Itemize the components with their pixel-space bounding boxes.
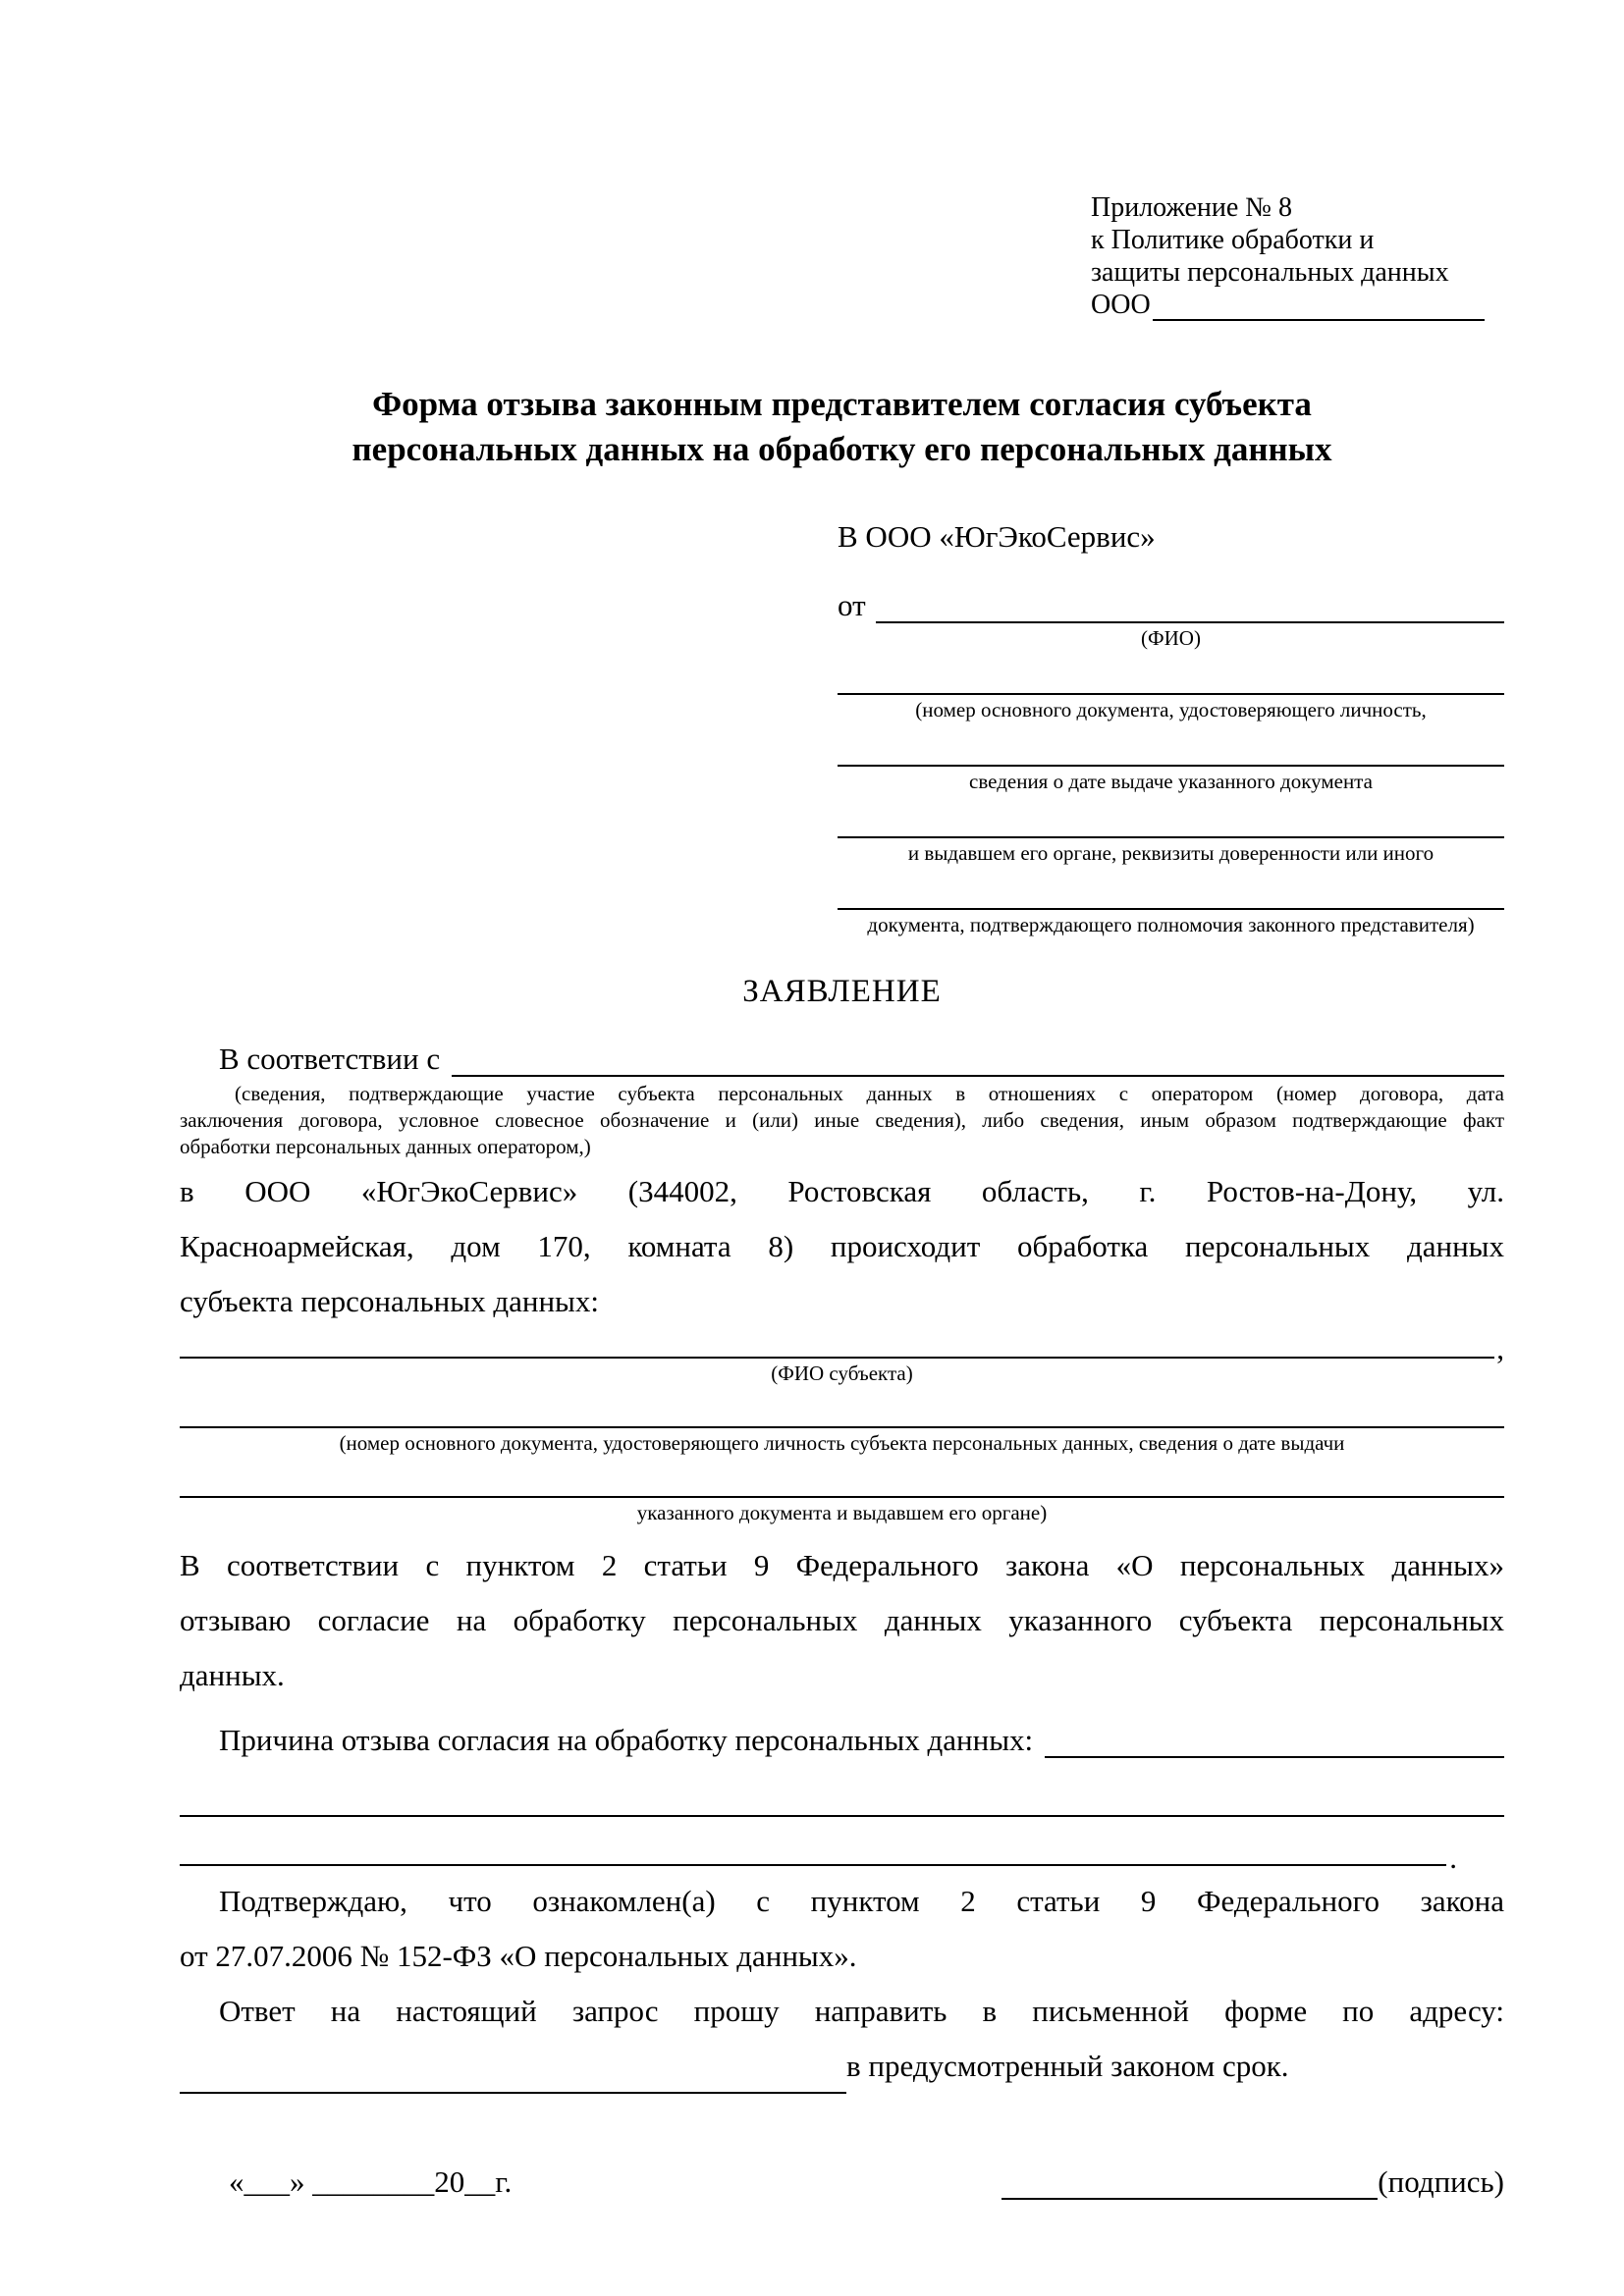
ooo-label: ООО	[1091, 290, 1151, 320]
addressee-from-row	[838, 582, 1504, 623]
reason-end-row	[180, 1817, 1504, 1875]
intro-label: В соответствии с	[219, 1041, 441, 1076]
caption-fio: (ФИО)	[1141, 626, 1201, 650]
intro-note-line-1: (сведения, подтверждающие участие субъекта персональных данных в отношениях с оператором (номер договора, дата	[235, 1082, 1504, 1105]
intro-note	[180, 1081, 1504, 1160]
withdraw-line-2: отзываю согласие на обработку персональных данных указанного субъекта персональных	[180, 1603, 1504, 1637]
caption-doc-date: сведения о дате выдаче указанного документа	[969, 770, 1373, 793]
title-line-2: персональных данных на обработку его персональных данных	[352, 430, 1332, 468]
blank-line-address	[180, 2049, 846, 2094]
document-title	[180, 382, 1504, 472]
reason-row	[180, 1703, 1504, 1758]
blank-line-fio	[876, 621, 1504, 623]
reply-line-2	[180, 2039, 1504, 2094]
blank-line-subject-doc-2	[180, 1457, 1504, 1498]
caption-doc-issuer: и выдавшем его органе, реквизиты доверенности или иного	[907, 841, 1435, 865]
caption-subject-doc-1: (номер основного документа, удостоверяющего личность субъекта персональных данных, сведения о дате выдачи	[339, 1431, 1345, 1455]
trailing-period: .	[1449, 1841, 1457, 1875]
caption-subject-fio: (ФИО субъекта)	[771, 1362, 913, 1385]
operator-line-2: Красноармейская, дом 170, комната 8) происходит обработка персональных данных	[180, 1229, 1504, 1263]
blank-line-signature	[1001, 2159, 1378, 2200]
reason-label: Причина отзыва согласия на обработку персональных данных:	[219, 1723, 1034, 1757]
appendix-note	[1091, 191, 1485, 321]
blank-line-reason-2	[180, 1758, 1504, 1817]
operator-line-1: в ООО «ЮгЭкоСервис» (344002, Ростовская область, г. Ростов-на-Дону, ул.	[180, 1174, 1504, 1208]
blank-line-doc-date	[838, 723, 1504, 767]
caption-doc-authority: документа, подтверждающего полномочия законного представителя)	[867, 913, 1475, 936]
reply-line-1: Ответ на настоящий запрос прошу направить в письменной форме по адресу:	[219, 1994, 1504, 2028]
appendix-line-1: Приложение № 8	[1091, 192, 1292, 223]
title-line-1: Форма отзыва законным представителем согласия субъекта	[372, 385, 1312, 423]
intro-note-line-2: заключения договора, условное словесное обозначение и (или) иные сведения), либо сведения, иным образом подтверждающие факт	[180, 1108, 1504, 1132]
operator-paragraph	[180, 1164, 1504, 1329]
blank-line-subject-doc-1	[180, 1387, 1504, 1428]
date-blank: «___» ________20__г.	[229, 2164, 513, 2199]
intro-row	[219, 1034, 1504, 1077]
appendix-ooo-row	[1091, 289, 1485, 321]
blank-line-ooo	[1153, 319, 1485, 321]
withdraw-line-3: данных.	[180, 1658, 285, 1692]
signature-caption: (подпись)	[1378, 2164, 1504, 2199]
addressee-to: В ООО «ЮгЭкоСервис»	[838, 519, 1156, 554]
blank-line-basis	[452, 1075, 1504, 1077]
reply-line-2-text: в предусмотренный законом срок.	[846, 2049, 1289, 2083]
appendix-line-2: к Политике обработки и	[1091, 225, 1375, 255]
caption-subject-doc-2: указанного документа и выдавшем его органе)	[636, 1501, 1048, 1524]
blank-line-doc-number	[838, 652, 1504, 695]
appendix-line-3: защиты персональных данных	[1091, 257, 1449, 288]
blank-line-subject-fio	[180, 1357, 1494, 1359]
withdraw-line-1: В соответствии с пунктом 2 статьи 9 Федерального закона «О персональных данных»	[180, 1548, 1504, 1582]
blank-line-doc-authority	[838, 867, 1504, 910]
confirm-paragraph	[180, 1874, 1504, 1984]
intro-note-line-3: обработки персональных данных оператором,)	[180, 1135, 591, 1158]
blank-line-reason-3	[180, 1864, 1446, 1866]
blank-line-doc-issuer	[838, 795, 1504, 838]
reply-paragraph	[180, 1984, 1504, 2094]
confirm-line-1: Подтверждаю, что ознакомлен(а) с пунктом 2 статьи 9 Федерального закона	[219, 1884, 1504, 1918]
addressee-block	[838, 517, 1504, 938]
trailing-comma: ,	[1496, 1331, 1504, 1365]
operator-line-3: субъекта персональных данных:	[180, 1284, 599, 1318]
withdraw-paragraph	[180, 1538, 1504, 1703]
statement-body	[180, 1034, 1504, 2094]
confirm-line-2: от 27.07.2006 № 152-ФЗ «О персональных данных».	[180, 1939, 857, 1973]
blank-line-reason-1	[1045, 1756, 1504, 1758]
from-label: от	[838, 588, 866, 622]
signature-block	[1001, 2159, 1504, 2200]
footer-row	[180, 2159, 1504, 2200]
statement-heading: ЗАЯВЛЕНИЕ	[742, 974, 942, 1009]
caption-doc-number: (номер основного документа, удостоверяющего личность,	[915, 698, 1427, 721]
subject-fio-row	[180, 1329, 1504, 1365]
